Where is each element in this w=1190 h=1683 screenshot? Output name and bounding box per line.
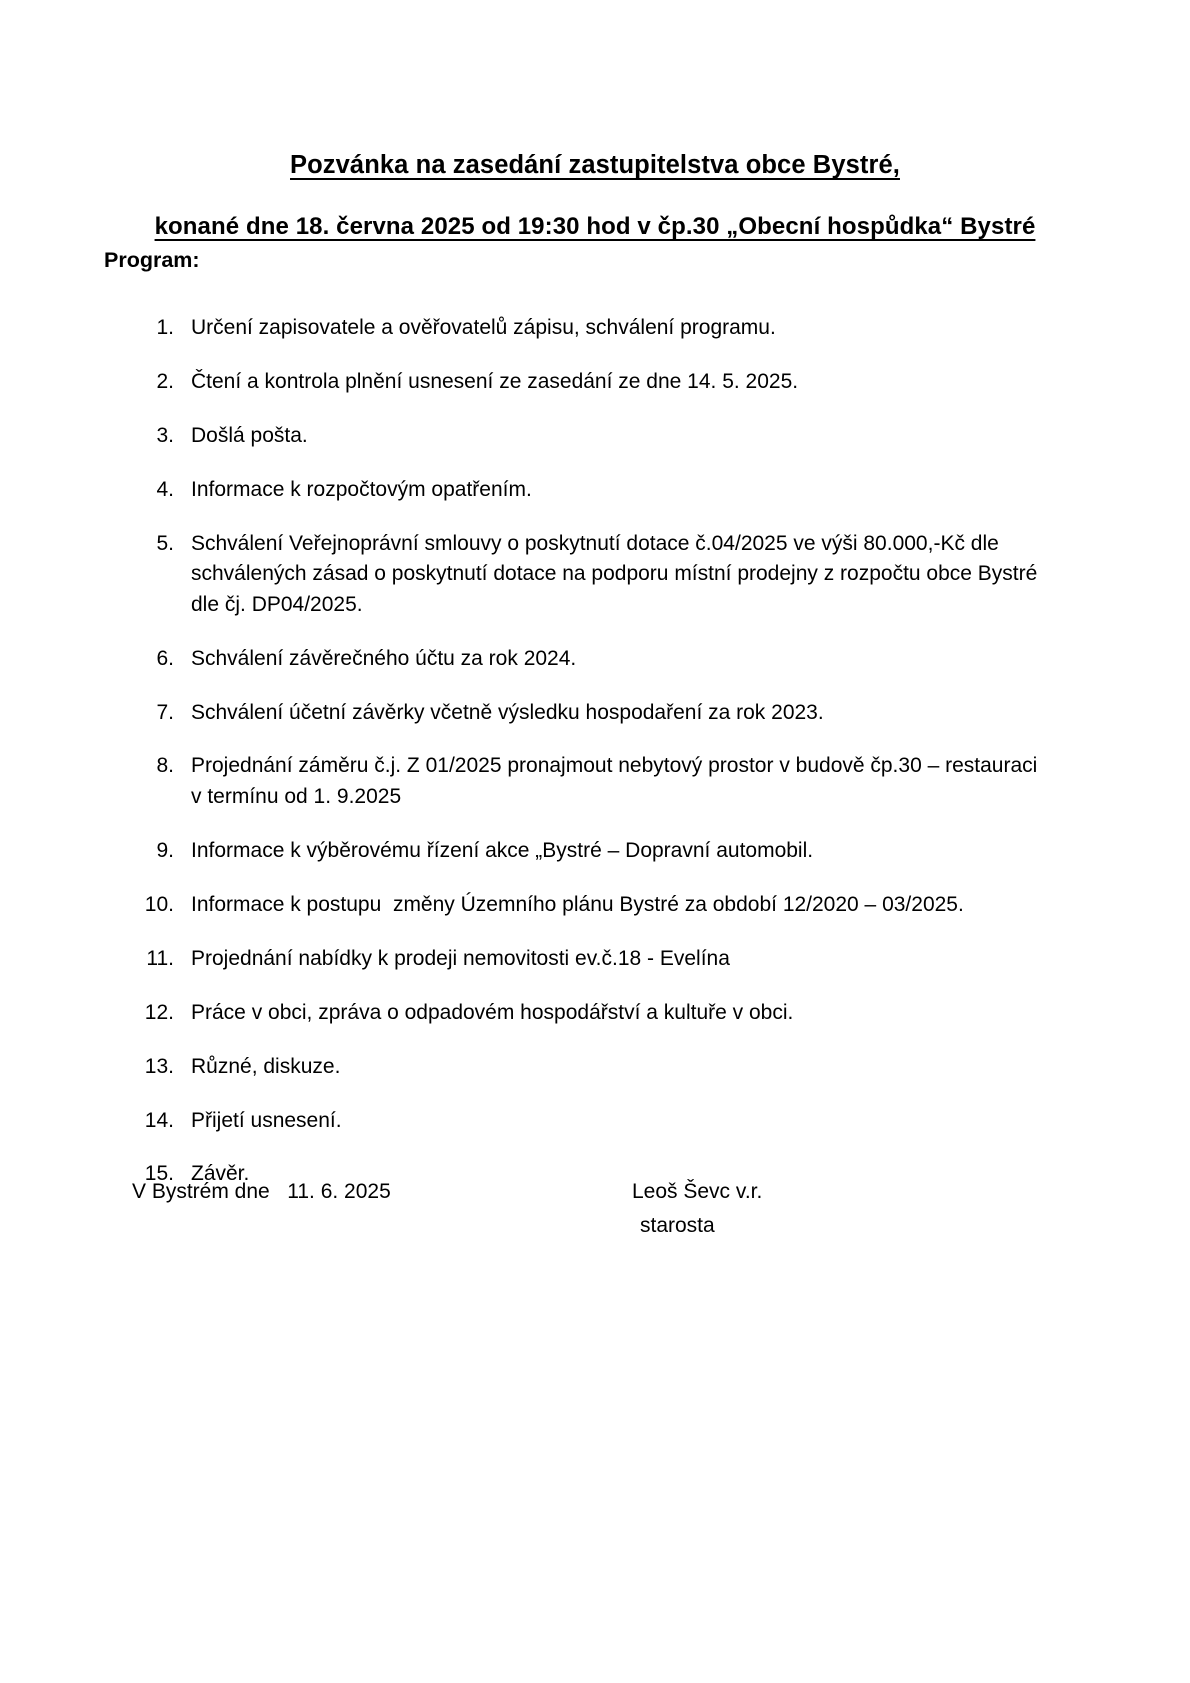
agenda-item: [128, 644, 1048, 674]
agenda-item-text: Projednání nabídky k prodeji nemovitosti ev.č.18 - Evelína: [191, 946, 730, 970]
agenda-item: [128, 367, 1048, 397]
agenda-item-number: 15.: [144, 1162, 174, 1186]
document-title-line-2-text: konané dne 18. června 2025 od 19:30 hod v čp.30 „Obecní hospůdka“ Bystré: [154, 212, 1036, 240]
agenda-item-number: 2.: [156, 369, 174, 393]
signature-signer: [632, 1180, 762, 1238]
agenda-item: [128, 529, 1048, 620]
agenda-item: [128, 998, 1048, 1028]
document-title-line-1-text: Pozvánka na zasedání zastupitelstva obce Bystré,: [290, 151, 900, 180]
agenda-item: [128, 1106, 1048, 1136]
agenda-item-number: 5.: [156, 531, 174, 555]
agenda-item-text: Informace k postupu změny Územního plánu Bystré za období 12/2020 – 03/2025.: [191, 892, 964, 916]
agenda-item-number: 14.: [144, 1108, 174, 1132]
agenda-item-number: 8.: [156, 754, 174, 778]
agenda-item-number: 10.: [144, 892, 174, 916]
agenda-item-text: Informace k rozpočtovým opatřením.: [191, 477, 532, 501]
agenda-item-text: Schválení závěrečného účtu za rok 2024.: [191, 646, 577, 670]
agenda-item-number: 12.: [144, 1000, 174, 1024]
agenda-item-text: Přijetí usnesení.: [191, 1108, 342, 1132]
agenda-item-number: 9.: [156, 838, 174, 862]
agenda-item-number: 11.: [146, 946, 174, 970]
agenda-item-text: Schválení Veřejnoprávní smlouvy o poskytnutí dotace č.04/2025 ve výši 80.000,-Kč dle schválených zásad o poskytnutí dotace na podporu místní prodejny z rozpočtu obce Bystré dle čj. DP04/2025.: [191, 531, 1044, 616]
agenda-item: [128, 890, 1048, 920]
agenda-item-number: 3.: [156, 423, 174, 447]
agenda-item-number: 6.: [156, 646, 174, 670]
document-title-line-2: [0, 212, 1190, 242]
signature-block: [0, 1180, 1190, 1300]
agenda-item: [128, 944, 1048, 974]
agenda-item-text: Schválení účetní závěrky včetně výsledku hospodaření za rok 2023.: [191, 700, 824, 724]
agenda-item-number: 7.: [156, 700, 174, 724]
agenda-item: [128, 421, 1048, 451]
agenda-item-text: Čtení a kontrola plnění usnesení ze zasedání ze dne 14. 5. 2025.: [191, 369, 799, 393]
agenda-item: [128, 1052, 1048, 1082]
signature-place-date: V Bystrém dne 11. 6. 2025: [132, 1180, 391, 1203]
signer-name: Leoš Ševc v.r.: [632, 1180, 763, 1203]
agenda-item-number: 4.: [156, 477, 174, 501]
agenda-item-number: 13.: [144, 1054, 174, 1078]
agenda-item-text: Různé, diskuze.: [191, 1054, 341, 1078]
agenda-item: [128, 475, 1048, 505]
agenda-item-number: 1.: [156, 316, 174, 339]
agenda-item: [128, 698, 1048, 728]
agenda-item: [128, 313, 1048, 343]
agenda-item-text: Práce v obci, zpráva o odpadovém hospodářství a kultuře v obci.: [191, 1000, 794, 1024]
agenda-item: [128, 751, 1048, 812]
agenda-list: [88, 313, 1048, 1213]
agenda-item-text: Závěr.: [191, 1162, 250, 1186]
agenda-item-text: Určení zapisovatele a ověřovatelů zápisu, schválení programu.: [191, 316, 776, 339]
agenda-item: [128, 836, 1048, 866]
program-label: Program:: [104, 248, 200, 272]
agenda-item-text: Projednání záměru č.j. Z 01/2025 pronajmout nebytový prostor v budově čp.30 – restauraci v termínu od 1. 9.2025: [191, 754, 1044, 808]
agenda-item-text: Došlá pošta.: [191, 423, 308, 447]
document-title-line-1: [0, 150, 1190, 182]
agenda-item-text: Informace k výběrovému řízení akce „Bystré – Dopravní automobil.: [191, 838, 814, 862]
signer-role: starosta: [640, 1214, 715, 1237]
